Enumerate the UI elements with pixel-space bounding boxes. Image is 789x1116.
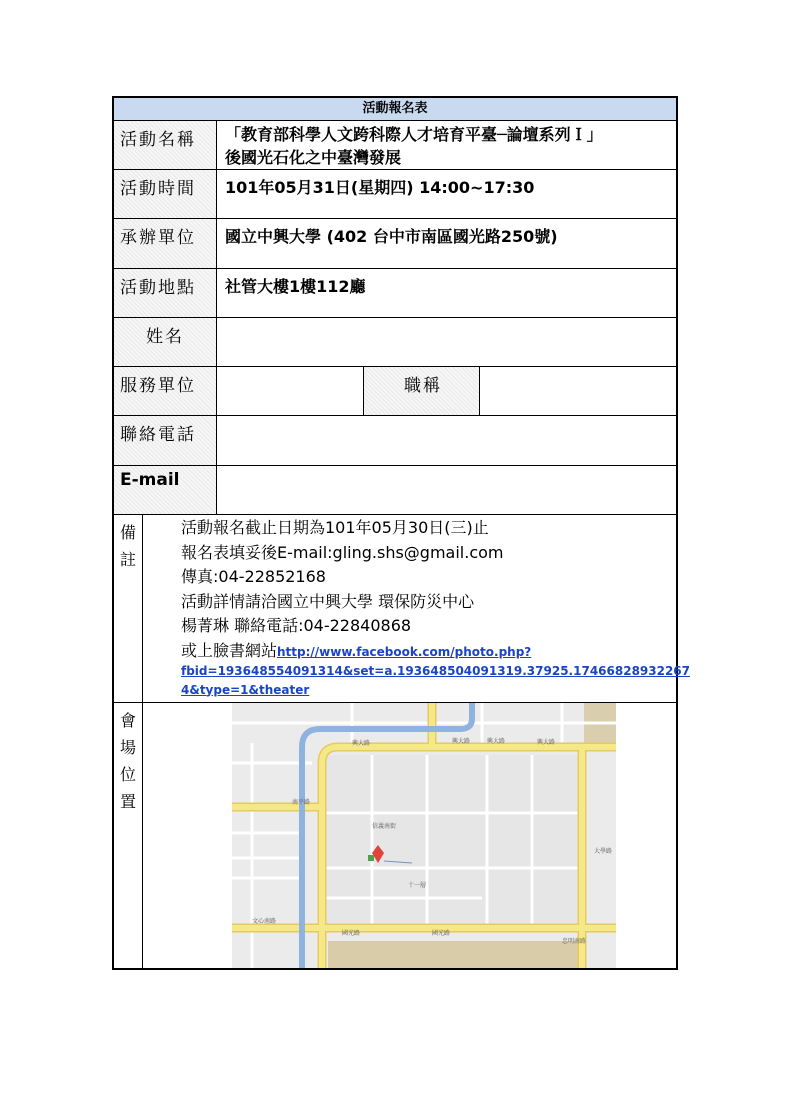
event-name-line1: 「教育部科學人文跨科際人才培育平臺─論壇系列Ｉ」 (225, 125, 603, 144)
fax-note: 傳真:04-22852168 (181, 567, 326, 586)
map-label-road-5: 國光路 (432, 930, 451, 937)
facebook-link-1[interactable]: http://www.facebook.com/photo.php? (277, 644, 532, 659)
map-label-3: 位 (119, 765, 136, 784)
email-row (114, 466, 676, 515)
facebook-prefix: 或上臉書網站 (181, 640, 278, 660)
deadline-note: 活動報名截止日期為101年05月30日(三)止 (181, 518, 489, 537)
name-field[interactable] (216, 318, 676, 366)
notes-body (142, 515, 691, 702)
phone-label: 聯絡電話 (114, 416, 216, 465)
map-label-road-1: 興大路 (352, 740, 371, 747)
map-label-road-11: 信義南街 (372, 823, 397, 830)
venue-row (114, 269, 676, 318)
job-title-field[interactable] (479, 367, 676, 415)
map-label-2: 場 (119, 738, 136, 757)
name-label: 姓名 (114, 318, 216, 366)
event-time-row (114, 170, 676, 219)
event-name-row (114, 121, 676, 170)
map-label-road-10: 忠明南路 (562, 938, 587, 945)
map-graphic (232, 703, 616, 968)
contact-note: 活動詳情請洽國立中興大學 環保防災中心 (181, 591, 475, 611)
map-label-road-2: 興大路 (452, 738, 471, 745)
notes-label (114, 515, 142, 702)
event-name-value (216, 121, 676, 169)
notes-row (114, 515, 691, 703)
map-label-road-12: 十一層 (408, 882, 427, 889)
email-field[interactable] (216, 466, 676, 514)
map-label (114, 703, 142, 968)
form-title: 活動報名表 (114, 98, 676, 121)
org-row (114, 367, 676, 416)
org-field[interactable] (216, 367, 363, 415)
map-label-road-4: 興大路 (537, 739, 556, 746)
name-row (114, 318, 676, 367)
phone-row (114, 416, 676, 466)
map-label-road-7: 大學路 (594, 848, 613, 855)
map-label-4: 置 (119, 792, 136, 811)
event-time-label: 活動時間 (114, 170, 216, 218)
venue-value: 社管大樓1樓112廳 (216, 269, 676, 317)
facebook-link-3[interactable]: 4&type=1&theater (181, 682, 310, 697)
facebook-link-2[interactable]: fbid=193648554091314&set=a.193648504091319.37925.17466828932267 (181, 663, 691, 678)
venue-map[interactable] (232, 703, 616, 968)
notes-label-2: 註 (119, 550, 136, 569)
map-label-road-6: 國光路 (342, 930, 361, 937)
map-label-road-8: 南平路 (292, 799, 311, 806)
org-label: 服務單位 (114, 367, 216, 415)
map-label-1: 會 (119, 711, 136, 730)
job-title-label: 職稱 (363, 367, 479, 415)
email-label: E-mail (114, 466, 216, 514)
map-label-road-3: 興大路 (487, 738, 506, 745)
organizer-label: 承辦單位 (114, 219, 216, 268)
notes-label-1: 備 (119, 523, 136, 542)
phone-field[interactable] (216, 416, 676, 465)
map-label-road-9: 文心南路 (252, 918, 277, 925)
organizer-row (114, 219, 676, 269)
event-name-label: 活動名稱 (114, 121, 216, 169)
event-name-line2: 後國光石化之中臺灣發展 (225, 148, 402, 167)
venue-label: 活動地點 (114, 269, 216, 317)
event-time-value: 101年05月31日(星期四) 14:00~17:30 (216, 170, 676, 218)
email-note: 報名表填妥後E-mail:gling.shs@gmail.com (181, 542, 504, 562)
contact-person-note: 楊菁琳 聯絡電話:04-22840868 (181, 616, 412, 635)
organizer-value: 國立中興大學 (402 台中市南區國光路250號) (216, 219, 676, 268)
